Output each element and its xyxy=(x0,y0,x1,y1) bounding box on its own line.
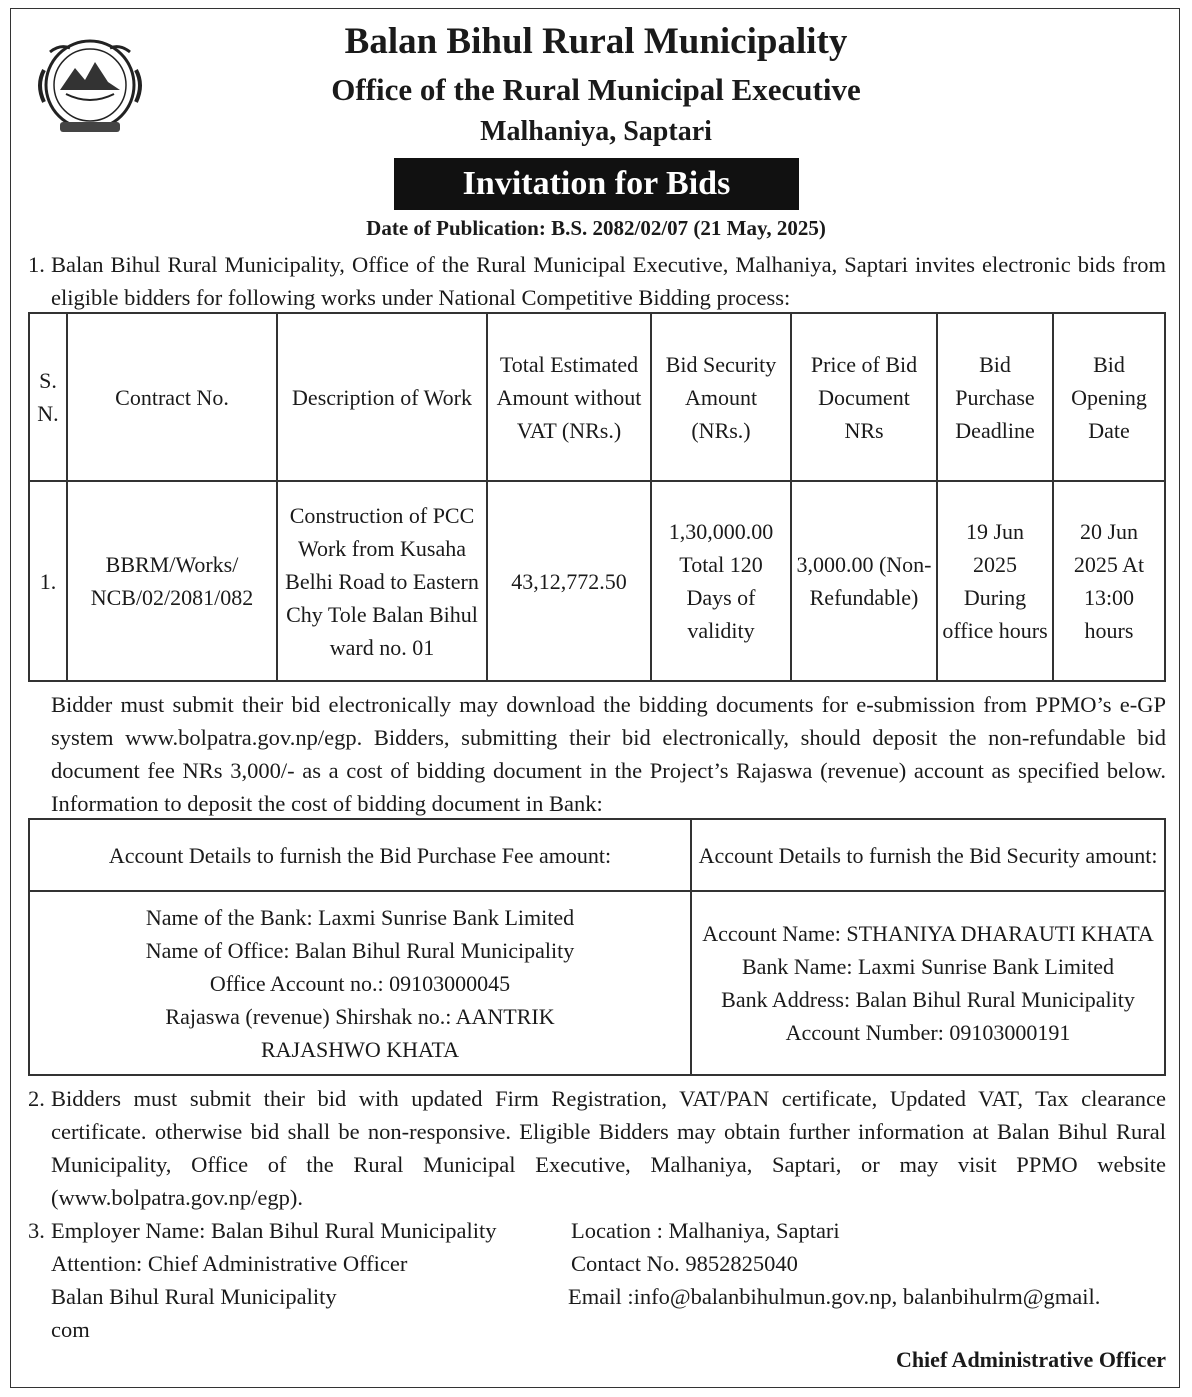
org-title: Balan Bihul Rural Municipality xyxy=(344,21,848,62)
cell-estimated-amount: 43,12,772.50 xyxy=(487,481,651,681)
para2-text: Bidders must submit their bid with updated Firm Registration, VAT/PAN certificate, Updated VAT, Tax clearance certificate. otherwise bid shall be non-responsive. Eligible Bidders may obtain further information at Balan Bihul Rural Municipality, Office of the Rural Municipal Executive, Malhaniya, Saptari, or may visit PPMO website (www.bolpatra.gov.np/egp). xyxy=(51,1086,1166,1210)
cell-bid-security: 1,30,000.00 Total 120 Days of validity xyxy=(651,481,791,681)
publication-date: Date of Publication: B.S. 2082/02/07 (21 May, 2025) xyxy=(366,216,826,240)
security-bank-address: Bank Address: Balan Bihul Rural Municipality xyxy=(721,987,1135,1012)
attention-line: Attention: Chief Administrative Officer xyxy=(51,1251,408,1276)
para1-text: Balan Bihul Rural Municipality, Office of the Rural Municipal Executive, Malhaniya, Saptari invites electronic bids from eligible bidders for following works under National Competitive Bidding process: xyxy=(51,252,1166,310)
fee-account-no: Office Account no.: 09103000045 xyxy=(209,970,511,996)
table-row xyxy=(29,481,1165,681)
security-account-number: Account Number: 09103000191 xyxy=(785,1020,1071,1045)
accounts-details-row xyxy=(29,891,1165,1075)
para1-number: 1. xyxy=(28,252,45,277)
para2-number: 2. xyxy=(28,1086,45,1111)
header-sn: S. N. xyxy=(29,313,67,481)
fee-account-details xyxy=(29,891,691,1075)
invitation-banner: Invitation for Bids xyxy=(394,158,799,210)
accounts-table xyxy=(28,818,1166,1076)
bids-table xyxy=(28,312,1166,682)
security-account-name: Account Name: STHANIYA DHARAUTI KHATA xyxy=(702,921,1154,946)
signature-title: Chief Administrative Officer xyxy=(895,1347,1166,1372)
cell-description: Construction of PCC Work from Kusaha Belhi Road to Eastern Chy Tole Balan Bihul ward no. 01 xyxy=(277,481,487,681)
header-purchase-deadline: Bid Purchase Deadline xyxy=(937,313,1053,481)
location-title: Malhaniya, Saptari xyxy=(480,116,712,147)
submission-paragraph: Bidder must submit their bid electronically may download the bidding documents for e-submission from PPMO’s e-GP system www.bolpatra.gov.np/egp. Bidders, submitting their bid electronically, should deposit the non-refundable bid document fee NRs 3,000/- as a cost of bidding document in the Project’s Rajaswa (revenue) account as specified below. Information to deposit the cost of bidding document in Bank: xyxy=(51,692,1166,816)
header-bid-document-price: Price of Bid Document NRs xyxy=(791,313,937,481)
location-line: Location : Malhaniya, Saptari xyxy=(571,1218,840,1243)
security-account-details xyxy=(691,891,1165,1075)
accounts-header-row xyxy=(29,819,1165,891)
fee-shirshak-no: Rajaswa (revenue) Shirshak no.: AANTRIK xyxy=(165,1003,555,1029)
header-opening-date: Bid Opening Date xyxy=(1053,313,1165,481)
security-account-header: Account Details to furnish the Bid Security amount: xyxy=(691,819,1165,891)
cell-opening-date: 20 Jun 2025 At 13:00 hours xyxy=(1053,481,1165,681)
para3-number: 3. xyxy=(28,1218,45,1243)
cell-sn: 1. xyxy=(29,481,67,681)
header-description: Description of Work xyxy=(277,313,487,481)
cell-bid-document-price: 3,000.00 (Non-Refundable) xyxy=(791,481,937,681)
bids-header-row xyxy=(29,313,1165,481)
fee-office-name: Name of Office: Balan Bihul Rural Municipality xyxy=(145,937,575,963)
fee-bank-name: Name of the Bank: Laxmi Sunrise Bank Limited xyxy=(145,904,575,930)
office-title: Office of the Rural Municipal Executive xyxy=(331,72,861,107)
cell-purchase-deadline: 19 Jun 2025 During office hours xyxy=(937,481,1053,681)
security-bank-name: Bank Name: Laxmi Sunrise Bank Limited xyxy=(741,954,1115,979)
header-bid-security: Bid Security Amount (NRs.) xyxy=(651,313,791,481)
fee-account-header: Account Details to furnish the Bid Purchase Fee amount: xyxy=(29,819,691,891)
employer-org: Balan Bihul Rural Municipality xyxy=(51,1284,337,1309)
cell-contract-no: BBRM/Works/ NCB/02/2081/082 xyxy=(67,481,277,681)
employer-name: Employer Name: Balan Bihul Rural Municipality xyxy=(51,1218,497,1243)
email-line: Email :info@balanbihulmun.gov.np, balanbihulrm@gmail. xyxy=(568,1284,1101,1309)
email-continuation: com xyxy=(51,1317,90,1342)
contact-line: Contact No. 9852825040 xyxy=(571,1251,798,1276)
header-estimated-amount: Total Estimated Amount without VAT (NRs.) xyxy=(487,313,651,481)
fee-shirshak-name: RAJASHWO KHATA xyxy=(260,1036,460,1062)
header-contract-no: Contract No. xyxy=(67,313,277,481)
